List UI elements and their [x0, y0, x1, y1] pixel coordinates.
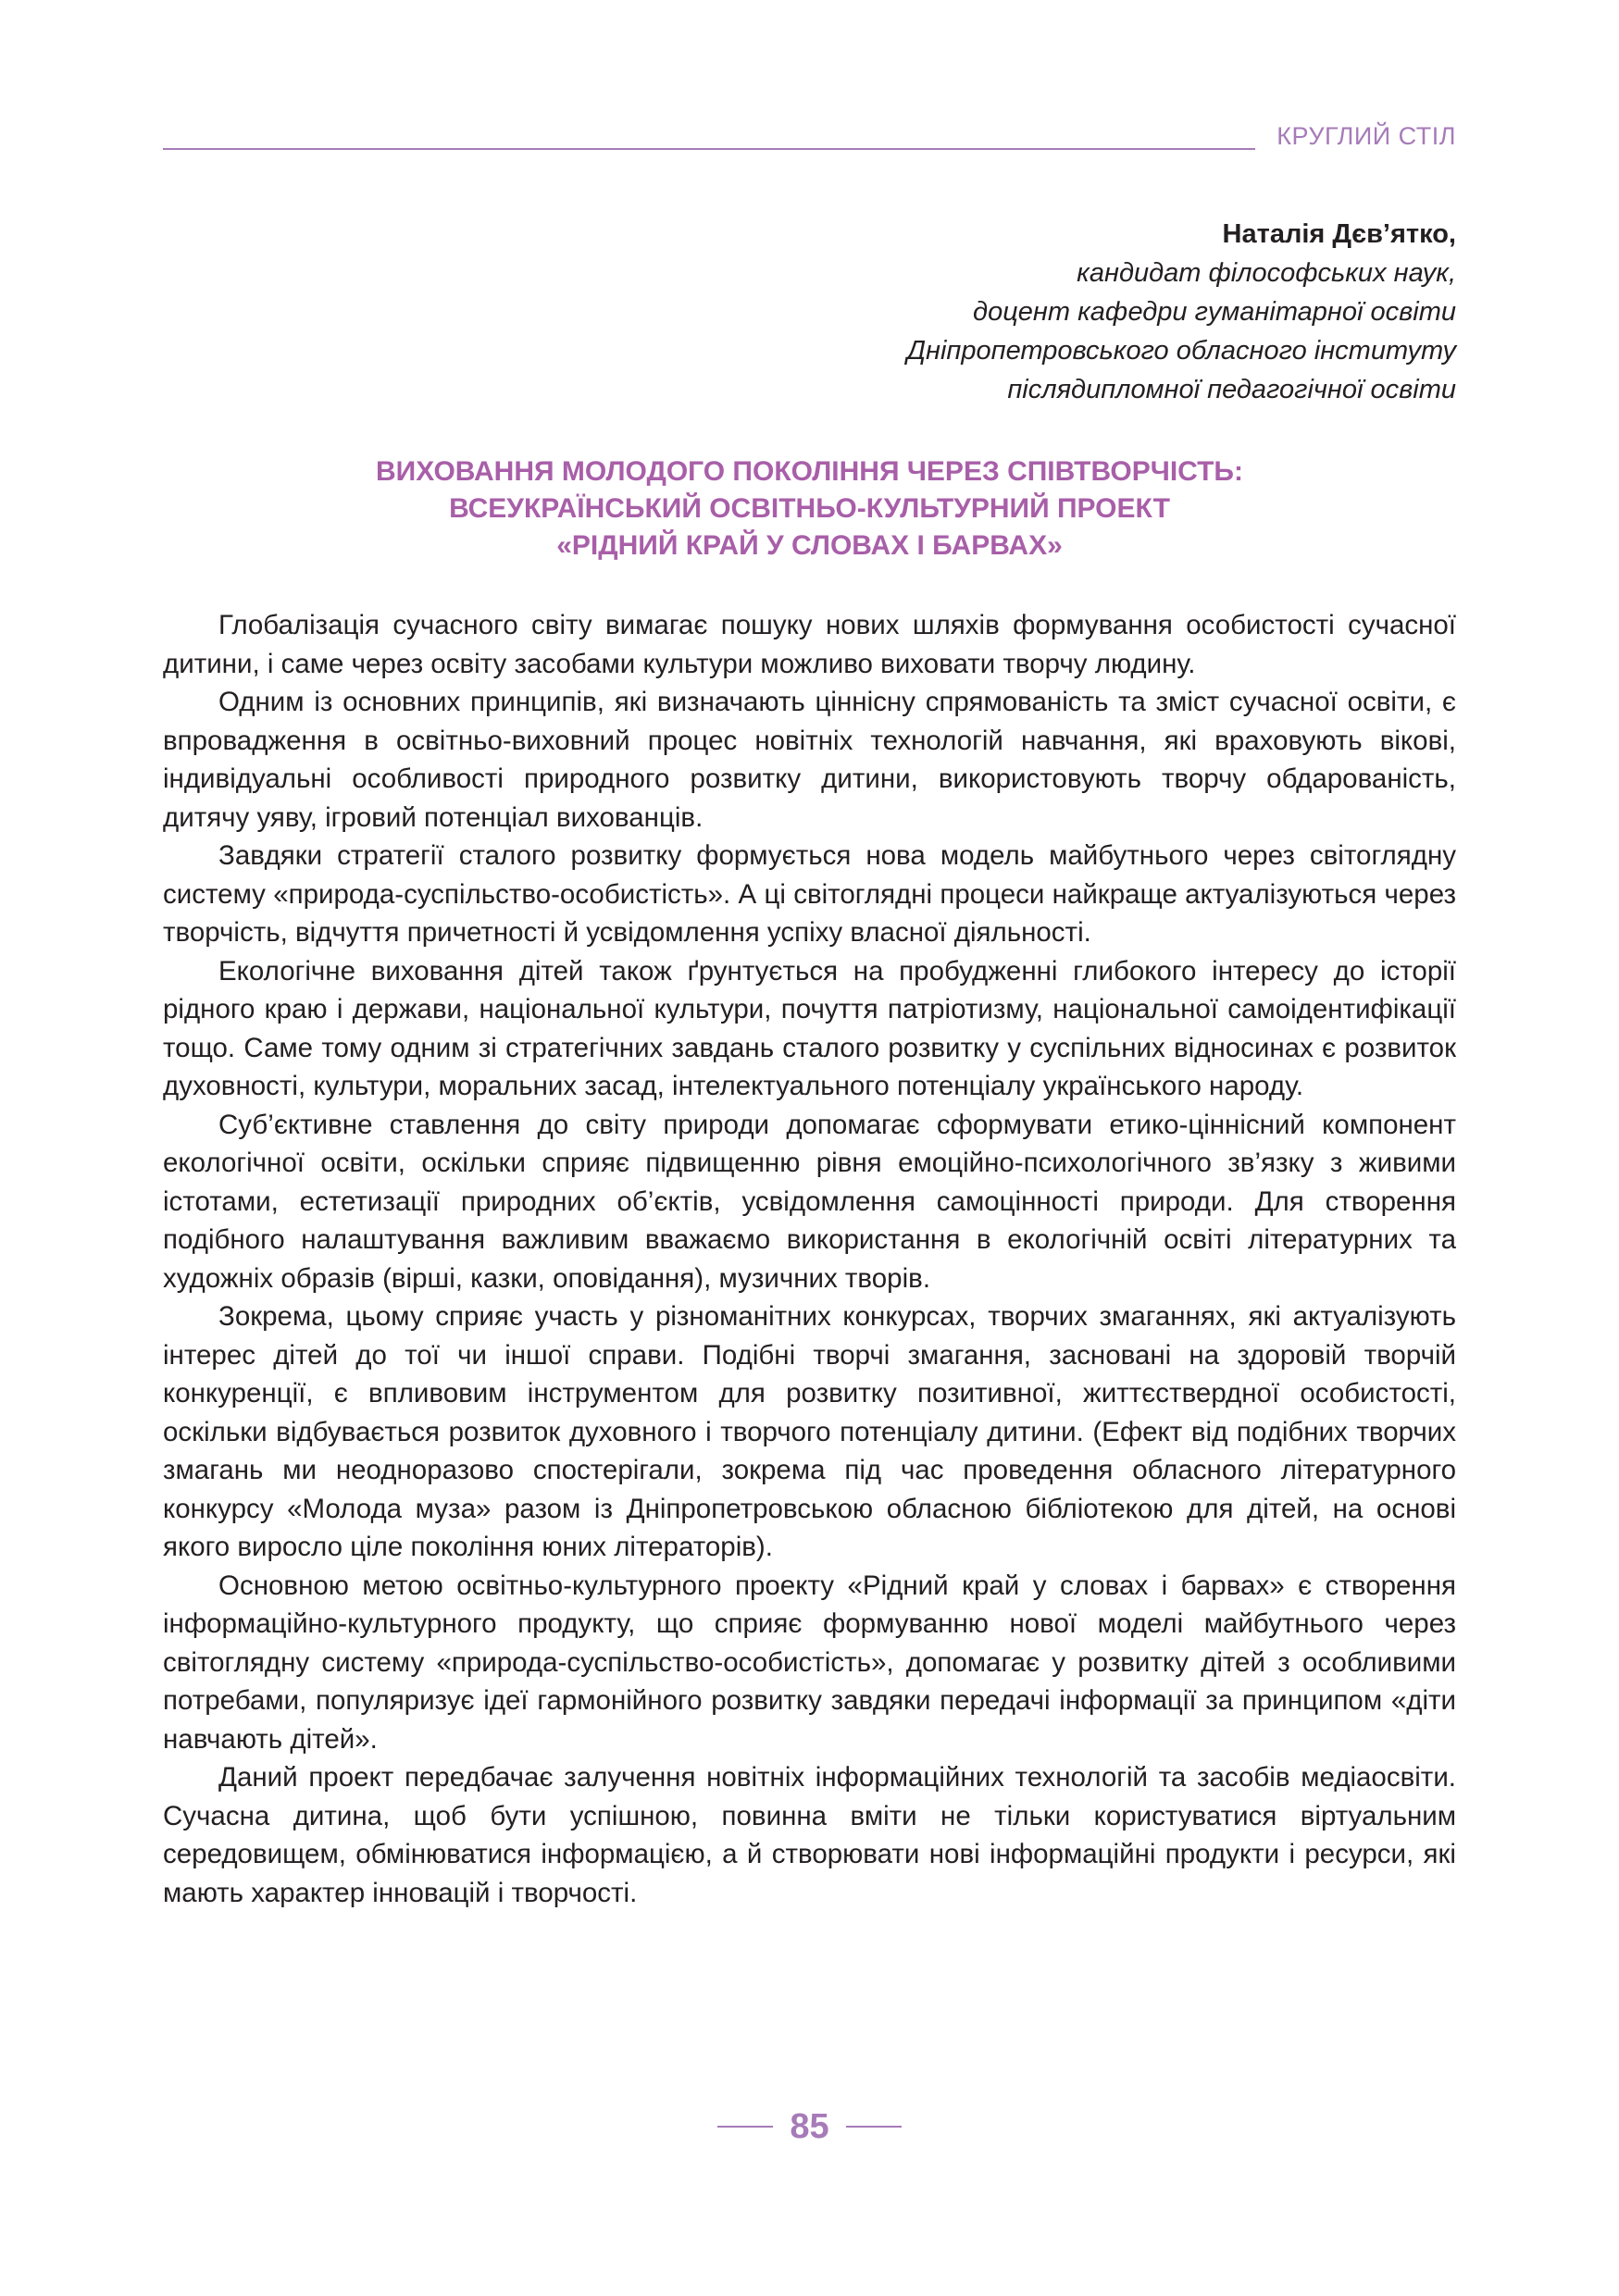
body-paragraph: Основною метою освітньо-культурного проекту «Рідний край у словах і барвах» є створення інформаційно-культурного продукту, що сприяє формуванню нової моделі майбутнього через світоглядну систему «природа-суспільство-особистість», допомагає у розвитку дітей з особливими потребами, популяризує ідеї гармонійного розвитку завдяки передачі інформації за принципом «діти навчають дітей».: [163, 1570, 1456, 1755]
body-paragraph: Зокрема, цьому сприяє участь у різноманітних конкурсах, творчих змаганнях, які актуалізують інтерес дітей до тої чи іншої справи. Подібні творчі змагання, засновані на здоровій творчій конкуренції, є впливовим інструментом для розвитку позитивної, життєствердної особистості, оскільки відбувається розвиток духовного і творчого потенціалу дитини. (Ефект від подібних творчих змагань ми неодноразово спостерігали, зокрема під час проведення обласного літературного конкурсу «Молода муза» разом із Дніпропетровською обласною бібліотекою для дітей, на основі якого виросло ціле покоління юних літераторів).: [163, 1301, 1456, 1562]
title-line: ВИХОВАННЯ МОЛОДОГО ПОКОЛІННЯ ЧЕРЕЗ СПІВТВОРЧІСТЬ:: [376, 456, 1243, 487]
body-paragraph: Одним із основних принципів, які визначають ціннісну спрямованість та зміст сучасної освіти, є впровадження в освітньо-виховний процес новітніх технологій навчання, які враховують вікові, індивідуальні особливості природного розвитку дитини, використовують творчу обдарованість, дитячу уяву, ігровий потенціал вихованців.: [163, 687, 1456, 833]
author-affiliation-line: післядипломної педагогічної освіти: [1007, 375, 1456, 404]
body-paragraph: Екологічне виховання дітей також ґрунтується на пробудженні глибокого інтересу до історії рідного краю і держави, національної культури, почуття патріотизму, національної самоідентифікації тощо. Саме тому одним зі стратегічних завдань сталого розвитку у суспільних відносинах є розвиток духовності, культури, моральних засад, інтелектуального потенціалу українського народу.: [163, 955, 1456, 1101]
article-title: [163, 453, 1456, 565]
body-paragraph: Глобалізація сучасного світу вимагає пошуку нових шляхів формування особистості сучасної дитини, і саме через освіту засобами культури можливо виховати творчу людину.: [163, 610, 1456, 679]
footer-rule-right: [846, 2126, 902, 2128]
author-affiliation-line: Дніпропетровського обласного інституту: [906, 336, 1456, 366]
author-affiliation-line: кандидат філософських наук,: [1077, 258, 1456, 288]
body-paragraph: Завдяки стратегії сталого розвитку формується нова модель майбутнього через світоглядну систему «природа-суспільство-особистість». А ці світоглядні процеси найкраще актуалізуються через творчість, відчуття причетності й усвідомлення успіху власної діяльності.: [163, 840, 1456, 948]
running-header: КРУГЛИЙ СТІЛ: [1277, 122, 1456, 150]
body-paragraph: Суб’єктивне ставлення до світу природи допомагає сформувати етико-ціннісний компонент екологічної освіти, оскільки сприяє підвищенню рівня емоційно-психологічного зв’язку з живими істотами, естетизації природних об’єктів, усвідомлення самоцінності природи. Для створення подібного налаштування важливим вважаємо використання в екологічній освіті літературних та художніх образів (вірші, казки, оповідання), музичних творів.: [163, 1109, 1456, 1294]
page-number: 85: [790, 2106, 829, 2146]
author-name: Наталія Дєв’ятко,: [1222, 219, 1456, 249]
footer-rule-left: [717, 2126, 773, 2128]
article-body: [163, 606, 1456, 1912]
header-rule: [163, 148, 1255, 150]
author-block: [907, 215, 1456, 409]
body-paragraph: Даний проект передбачає залучення новітніх інформаційних технологій та засобів медіаосвіти. Сучасна дитина, щоб бути успішною, повинна вміти не тільки користуватися віртуальним середовищем, обмінюватися інформацією, а й створювати нові інформаційні продукти і ресурси, які мають характер інновацій і творчості.: [163, 1762, 1456, 1908]
author-affiliation-line: доцент кафедри гуманітарної освіти: [973, 297, 1456, 327]
title-line: «РІДНИЙ КРАЙ У СЛОВАХ І БАРВАХ»: [556, 530, 1063, 561]
title-line: ВСЕУКРАЇНСЬКИЙ ОСВІТНЬО-КУЛЬТУРНИЙ ПРОЕКТ: [449, 493, 1170, 524]
page-footer: [0, 2099, 1619, 2154]
